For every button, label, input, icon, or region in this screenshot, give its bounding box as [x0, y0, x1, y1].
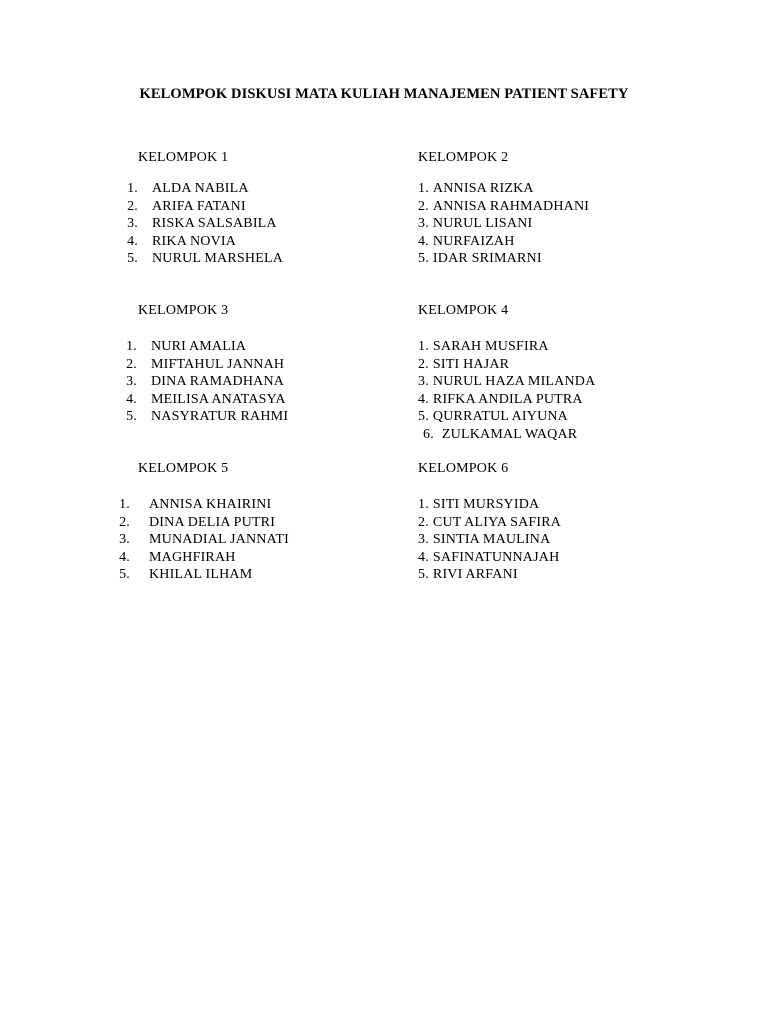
item-number: 1. [127, 181, 138, 196]
item-number: 1. [418, 339, 429, 354]
member-name: ANNISA RIZKA [432, 181, 534, 196]
item-number: 6. [423, 426, 434, 442]
list-item [418, 426, 595, 444]
member-list [418, 496, 561, 584]
member-name: DINA RAMADHANA [151, 374, 285, 390]
item-number: 3. [418, 374, 429, 390]
item-number: 3. [126, 374, 137, 390]
member-name: NURUL MARSHELA [152, 251, 284, 267]
member-name: KHILAL ILHAM [149, 567, 253, 583]
item-number: 2. [119, 514, 130, 530]
group-heading: KELOMPOK 3 [138, 303, 229, 318]
group-heading: KELOMPOK 2 [418, 150, 509, 165]
list-item [418, 408, 595, 426]
member-name: SITI MURSYIDA [432, 497, 540, 512]
group-heading: KELOMPOK 5 [138, 461, 229, 476]
item-number: 3. [418, 216, 429, 232]
member-name: NURUL LISANI [432, 216, 533, 232]
list-item [418, 356, 595, 374]
list-item [418, 566, 561, 584]
list-item [418, 233, 589, 251]
member-name: NURI AMALIA [151, 339, 247, 354]
member-name: QURRATUL AIYUNA [432, 409, 568, 425]
list-item [418, 180, 589, 198]
item-number: 2. [418, 514, 429, 530]
list-item [418, 373, 595, 391]
item-number: 4. [127, 233, 138, 249]
item-number: 1. [126, 339, 137, 354]
member-name: CUT ALIYA SAFIRA [432, 514, 562, 530]
list-item [418, 250, 589, 268]
member-name: MEILISA ANATASYA [151, 391, 286, 407]
member-name: IDAR SRIMARNI [432, 251, 542, 267]
member-name: ALDA NABILA [152, 181, 249, 196]
item-number: 1. [418, 497, 429, 512]
member-list [418, 338, 595, 444]
member-name: ZULKAMAL WAQAR [441, 426, 578, 442]
item-number: 4. [126, 391, 137, 407]
member-name: ARIFA FATANI [152, 198, 246, 214]
page-title: KELOMPOK DISKUSI MATA KULIAH MANAJEMEN PATIENT SAFETY [139, 86, 629, 102]
item-number: 3. [418, 532, 429, 548]
group-heading: KELOMPOK 4 [418, 303, 509, 318]
member-name: DINA DELIA PUTRI [149, 514, 276, 530]
member-name: NURFAIZAH [432, 233, 515, 249]
item-number: 5. [418, 409, 429, 425]
item-number: 5. [127, 251, 138, 267]
member-name: SITI HAJAR [432, 356, 510, 372]
item-number: 4. [119, 549, 130, 565]
item-number: 3. [119, 532, 130, 548]
member-name: MUNADIAL JANNATI [149, 532, 289, 548]
member-list [418, 180, 589, 268]
item-number: 2. [418, 356, 429, 372]
list-item [418, 514, 561, 532]
member-name: RIVI ARFANI [432, 567, 518, 583]
group-heading: KELOMPOK 1 [138, 150, 229, 165]
member-name: ANNISA RAHMADHANI [432, 198, 590, 214]
member-name: RIKA NOVIA [152, 233, 237, 249]
member-name: SAFINATUNNAJAH [432, 549, 560, 565]
list-item [418, 215, 589, 233]
list-item [418, 549, 561, 567]
list-item [418, 531, 561, 549]
item-number: 1. [119, 497, 130, 512]
list-item [418, 496, 561, 514]
member-name: MAGHFIRAH [149, 549, 236, 565]
member-name: NASYRATUR RAHMI [151, 409, 289, 425]
item-number: 5. [418, 251, 429, 267]
member-name: SARAH MUSFIRA [432, 339, 549, 354]
item-number: 4. [418, 391, 429, 407]
member-name: RISKA SALSABILA [152, 216, 277, 232]
member-name: SINTIA MAULINA [432, 532, 551, 548]
item-number: 5. [126, 409, 137, 425]
item-number: 3. [127, 216, 138, 232]
item-number: 4. [418, 549, 429, 565]
member-name: MIFTAHUL JANNAH [151, 356, 285, 372]
member-name: RIFKA ANDILA PUTRA [432, 391, 583, 407]
item-number: 2. [418, 198, 429, 214]
item-number: 4. [418, 233, 429, 249]
item-number: 2. [127, 198, 138, 214]
list-item [418, 198, 589, 216]
item-number: 2. [126, 356, 137, 372]
member-name: NURUL HAZA MILANDA [432, 374, 596, 390]
list-item [418, 391, 595, 409]
item-number: 5. [418, 567, 429, 583]
member-name: ANNISA KHAIRINI [149, 497, 272, 512]
group-heading: KELOMPOK 6 [418, 461, 509, 476]
item-number: 1. [418, 181, 429, 196]
list-item [418, 338, 595, 356]
item-number: 5. [119, 567, 130, 583]
